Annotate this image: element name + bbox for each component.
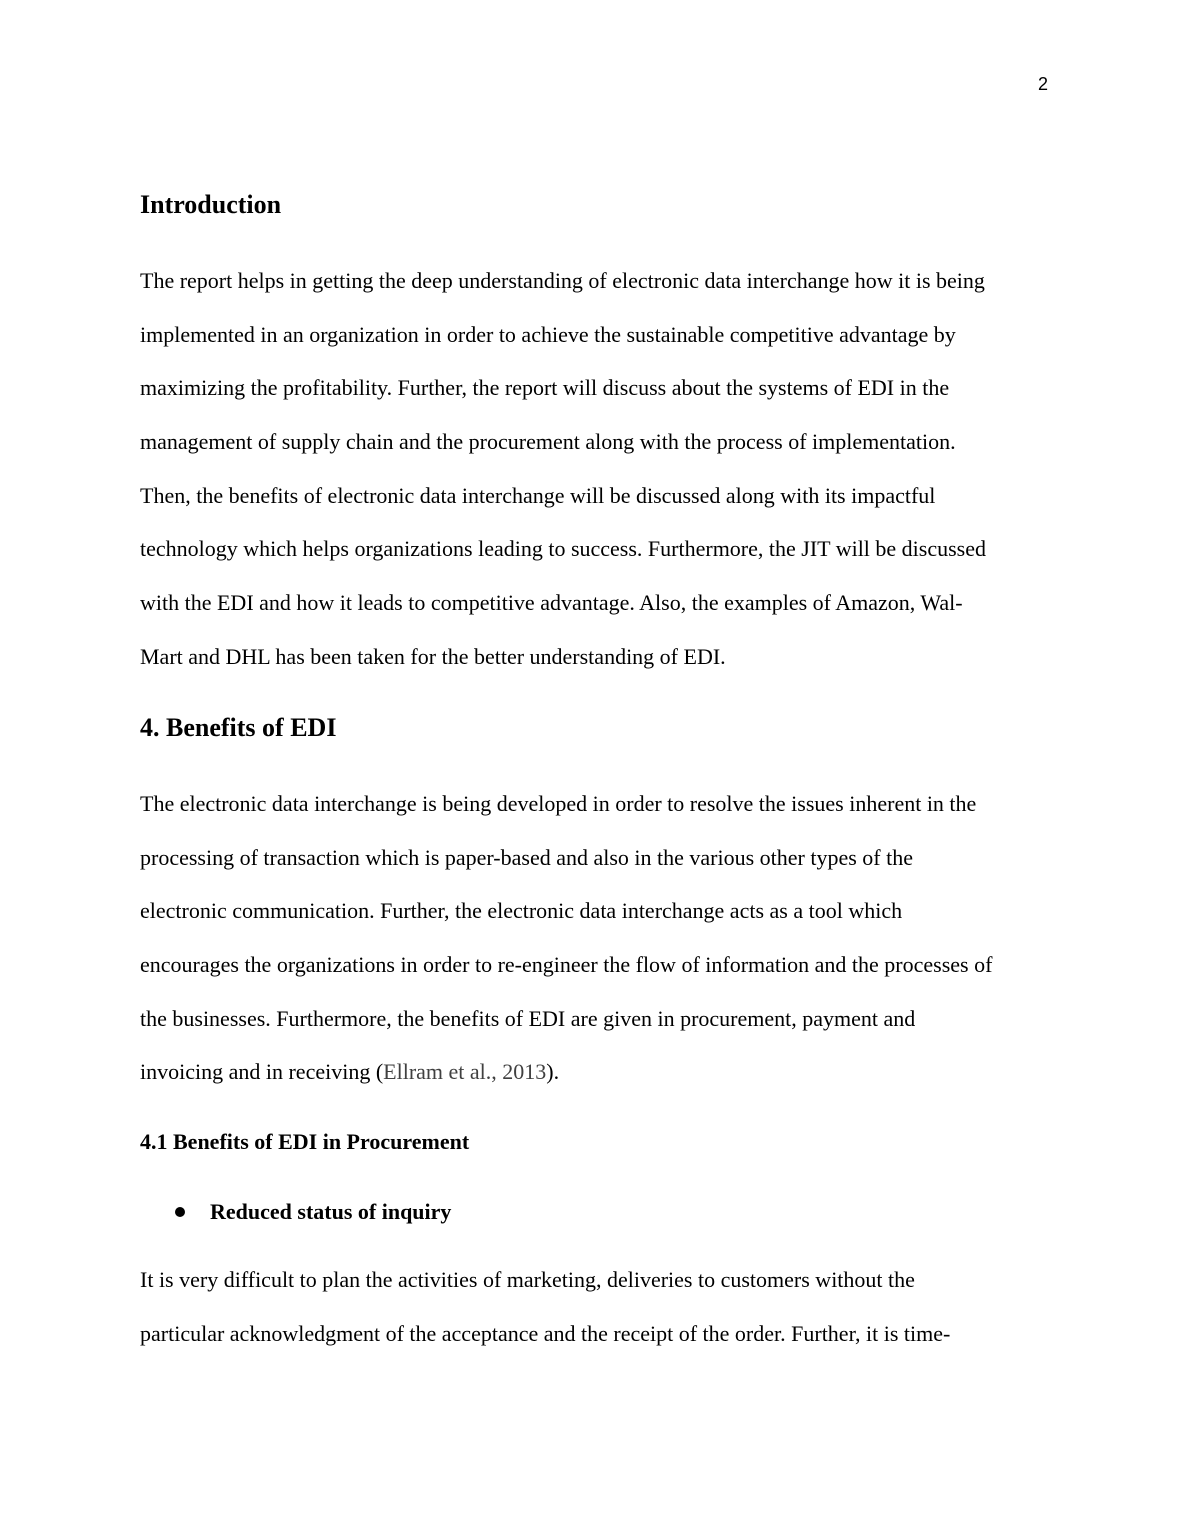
text-line: The report helps in getting the deep understanding of electronic data interchange how it is being (140, 268, 985, 293)
benefits-paragraph (140, 789, 992, 1111)
text-line: encourages the organizations in order to re-engineer the flow of information and the processes of (140, 952, 993, 978)
introduction-heading: Introduction (140, 190, 282, 219)
text-line: processing of transaction which is paper-based and also in the various other types of the (140, 844, 914, 870)
text-fragment: ). (546, 1059, 560, 1085)
text-line: The electronic data interchange is being developed in order to resolve the issues inherent in the (140, 791, 977, 816)
text-line: It is very difficult to plan the activities of marketing, deliveries to customers without the (140, 1267, 915, 1292)
bullet-label: Reduced status of inquiry (210, 1199, 452, 1224)
text-fragment: invoicing and in receiving ( (140, 1059, 384, 1085)
text-line: maximizing the profitability. Further, the report will discuss about the systems of EDI in the (140, 375, 950, 401)
text-line: with the EDI and how it leads to competitive advantage. Also, the examples of Amazon, Wal- (140, 590, 963, 616)
text-line: implemented in an organization in order to achieve the sustainable competitive advantage by (140, 321, 956, 347)
page-number: 2 (1038, 74, 1049, 94)
text-line: Mart and DHL has been taken for the better understanding of EDI. (140, 643, 726, 669)
text-line: Then, the benefits of electronic data interchange will be discussed along with its impactful (140, 482, 936, 508)
text-line-with-citation (140, 1057, 992, 1111)
procurement-paragraph (140, 1265, 950, 1372)
procurement-heading: 4.1 Benefits of EDI in Procurement (140, 1129, 470, 1154)
text-line: particular acknowledgment of the acceptance and the receipt of the order. Further, it is time- (140, 1320, 951, 1346)
text-line: the businesses. Furthermore, the benefits of EDI are given in procurement, payment and (140, 1005, 916, 1031)
text-line: electronic communication. Further, the electronic data interchange acts as a tool which (140, 898, 903, 924)
benefits-heading: 4. Benefits of EDI (140, 713, 337, 742)
bullet-icon (175, 1207, 185, 1217)
text-line: technology which helps organizations leading to success. Furthermore, the JIT will be discussed (140, 536, 987, 562)
text-line: management of supply chain and the procurement along with the process of implementation. (140, 429, 956, 455)
introduction-paragraph (140, 266, 986, 696)
citation: Ellram et al., 2013 (383, 1059, 547, 1085)
